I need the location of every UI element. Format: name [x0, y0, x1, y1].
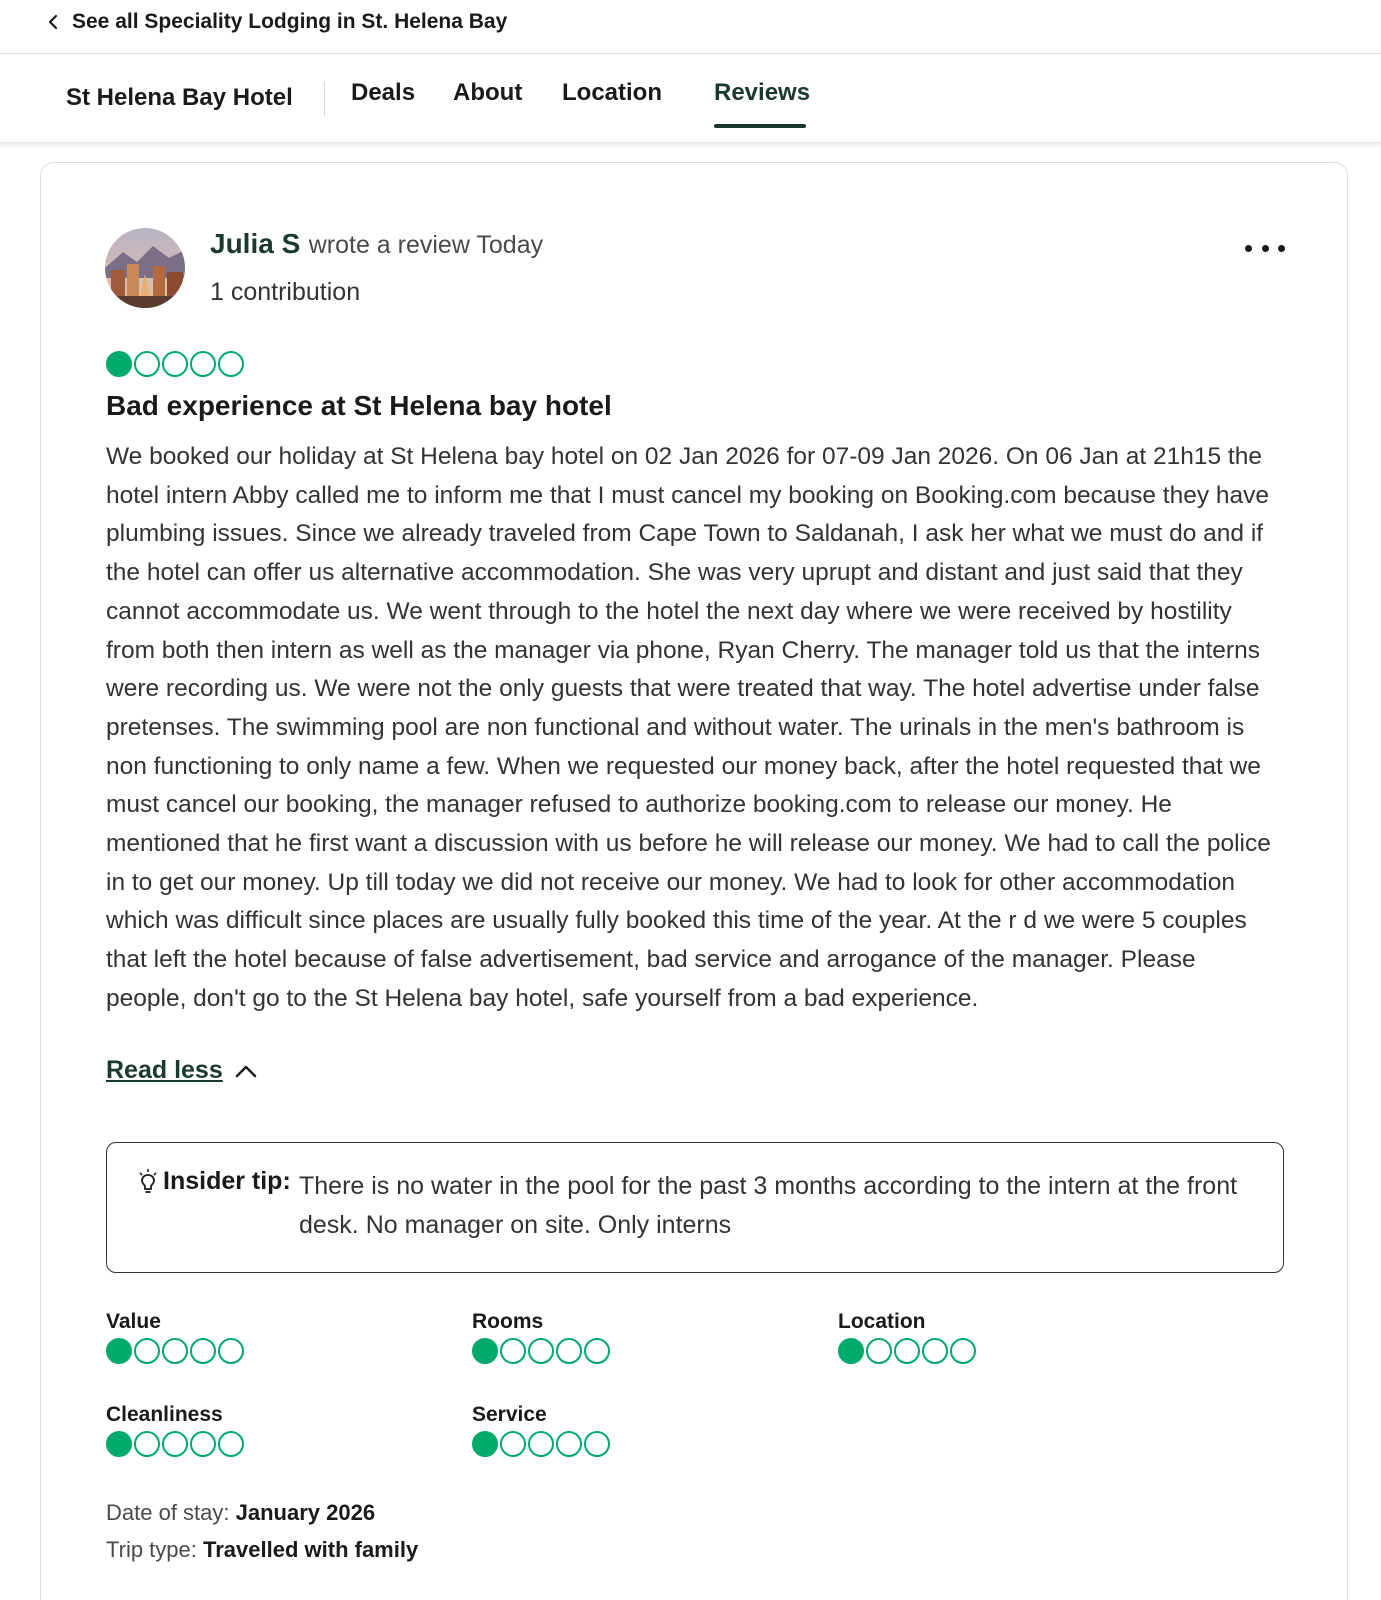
- read-less-label: Read less: [106, 1056, 223, 1084]
- sub-rating-service: [472, 1403, 610, 1457]
- rating-bubble-empty: [584, 1431, 610, 1457]
- rating-bubble-filled: [106, 1338, 132, 1364]
- nav-divider: [324, 82, 325, 116]
- rating-bubble-empty: [500, 1338, 526, 1364]
- sub-rating-label: Value: [106, 1310, 161, 1333]
- hotel-nav: [0, 54, 1381, 143]
- sub-rating-bubbles: [472, 1338, 610, 1364]
- lightbulb-icon: [137, 1168, 159, 1196]
- rating-bubble-empty: [134, 1431, 160, 1457]
- rating-bubble-empty: [922, 1338, 948, 1364]
- see-all-link-label: See all Speciality Lodging in St. Helena Bay: [72, 10, 508, 33]
- review-title: Bad experience at St Helena bay hotel: [106, 390, 612, 421]
- rating-bubble-empty: [190, 1431, 216, 1457]
- tab-reviews[interactable]: Reviews: [714, 79, 811, 106]
- rating-bubble-empty: [162, 1431, 188, 1457]
- hotel-name[interactable]: St Helena Bay Hotel: [66, 84, 293, 111]
- sub-rating-location: [838, 1310, 976, 1364]
- rating-bubble-empty: [134, 351, 160, 377]
- rating-bubble-filled: [106, 1431, 132, 1457]
- chevron-up-icon: [235, 1064, 257, 1078]
- tab-location[interactable]: Location: [562, 79, 662, 106]
- read-less-button[interactable]: [106, 1056, 257, 1085]
- insider-tip-box: [106, 1142, 1284, 1273]
- rating-bubble-empty: [556, 1338, 582, 1364]
- rating-bubble-empty: [218, 1431, 244, 1457]
- rating-bubble-empty: [584, 1338, 610, 1364]
- sub-rating-label: Rooms: [472, 1310, 544, 1333]
- rating-bubble-filled: [106, 351, 132, 377]
- chevron-left-icon: [46, 14, 60, 30]
- insider-tip-text: There is no water in the pool for the past 3 months according to the intern at the front desk. No manager on site. Only interns: [299, 1172, 1238, 1239]
- review-action-text: wrote a review Today: [308, 231, 544, 259]
- sub-rating-bubbles: [472, 1431, 610, 1457]
- insider-tip-label-wrap: [137, 1167, 291, 1196]
- rating-bubble-empty: [500, 1431, 526, 1457]
- rating-bubble-empty: [162, 1338, 188, 1364]
- rating-bubble-empty: [950, 1338, 976, 1364]
- review-rating: [106, 351, 244, 377]
- rating-bubble-filled: [472, 1431, 498, 1457]
- more-options-icon[interactable]: [1245, 236, 1285, 260]
- rating-bubble-empty: [528, 1338, 554, 1364]
- rating-bubble-empty: [190, 351, 216, 377]
- sub-rating-bubbles: [106, 1431, 244, 1457]
- rating-bubble-empty: [162, 351, 188, 377]
- tab-about[interactable]: About: [453, 79, 523, 106]
- rating-bubble-empty: [218, 1338, 244, 1364]
- contribution-count: 1 contribution: [210, 278, 361, 306]
- trip-type: [106, 1537, 418, 1563]
- trip-type-value: Travelled with family: [203, 1537, 419, 1562]
- date-of-stay-value: January 2026: [235, 1500, 376, 1525]
- rating-bubble-empty: [556, 1431, 582, 1457]
- date-of-stay: [106, 1500, 375, 1526]
- trip-type-label: Trip type:: [106, 1537, 197, 1562]
- active-tab-underline: [714, 124, 806, 128]
- insider-tip-label: Insider tip:: [163, 1167, 291, 1195]
- sub-rating-value: [106, 1310, 244, 1364]
- avatar[interactable]: [105, 228, 185, 308]
- see-all-link[interactable]: [46, 10, 507, 34]
- tab-deals[interactable]: Deals: [351, 79, 416, 106]
- sub-rating-rooms: [472, 1310, 610, 1364]
- sub-rating-bubbles: [106, 1338, 244, 1364]
- rating-bubble-empty: [894, 1338, 920, 1364]
- rating-bubble-empty: [134, 1338, 160, 1364]
- sub-rating-bubbles: [838, 1338, 976, 1364]
- date-of-stay-label: Date of stay:: [106, 1500, 230, 1525]
- rating-bubble-filled: [472, 1338, 498, 1364]
- rating-bubble-empty: [190, 1338, 216, 1364]
- sub-rating-label: Service: [472, 1403, 547, 1426]
- sub-rating-label: Location: [838, 1310, 926, 1333]
- author-line: [210, 228, 543, 260]
- rating-bubble-filled: [838, 1338, 864, 1364]
- sub-rating-label: Cleanliness: [106, 1403, 223, 1426]
- author-name[interactable]: Julia S: [210, 228, 301, 259]
- back-bar: [0, 0, 1381, 54]
- sub-rating-cleanliness: [106, 1403, 244, 1457]
- review-body: We booked our holiday at St Helena bay hotel on 02 Jan 2026 for 07-09 Jan 2026. On 06 Jan at 21h15 the hotel intern Abby called me to inform me that I must cancel my booking on Booking.com because they have plumbing issues. Since we already traveled from Cape Town to Saldanah, I ask her what we must do and if the hotel can offer us alternative accommodation. She was very uprupt and distant and just said that they cannot accommodate us. We went through to the hotel the next day where we were received by hostility from both then intern as well as the manager via phone, Ryan Cherry. The manager told us that the interns were recording us. We were not the only guests that were treated that way. The hotel advertise under false pretenses. The swimming pool are non functional and without water. The urinals in the men's bathroom is non functioning to only name a few. When we requested our money back, after the hotel requested that we must cancel our booking, the manager refused to authorize booking.com to release our money. He mentioned that he first want a discussion with us before he will release our money. We had to call the police in to get our money. Up till today we did not receive our money. We had to look for other accommodation which was difficult since places are usually fully booked this time of the year. At the r d we were 5 couples that left the hotel because of false advertisement, bad service and arrogance of the manager. Please people, don't go to the St Helena bay hotel, safe yourself from a bad experience.: [106, 443, 1271, 1012]
- rating-bubble-empty: [528, 1431, 554, 1457]
- rating-bubble-empty: [218, 351, 244, 377]
- rating-bubble-empty: [866, 1338, 892, 1364]
